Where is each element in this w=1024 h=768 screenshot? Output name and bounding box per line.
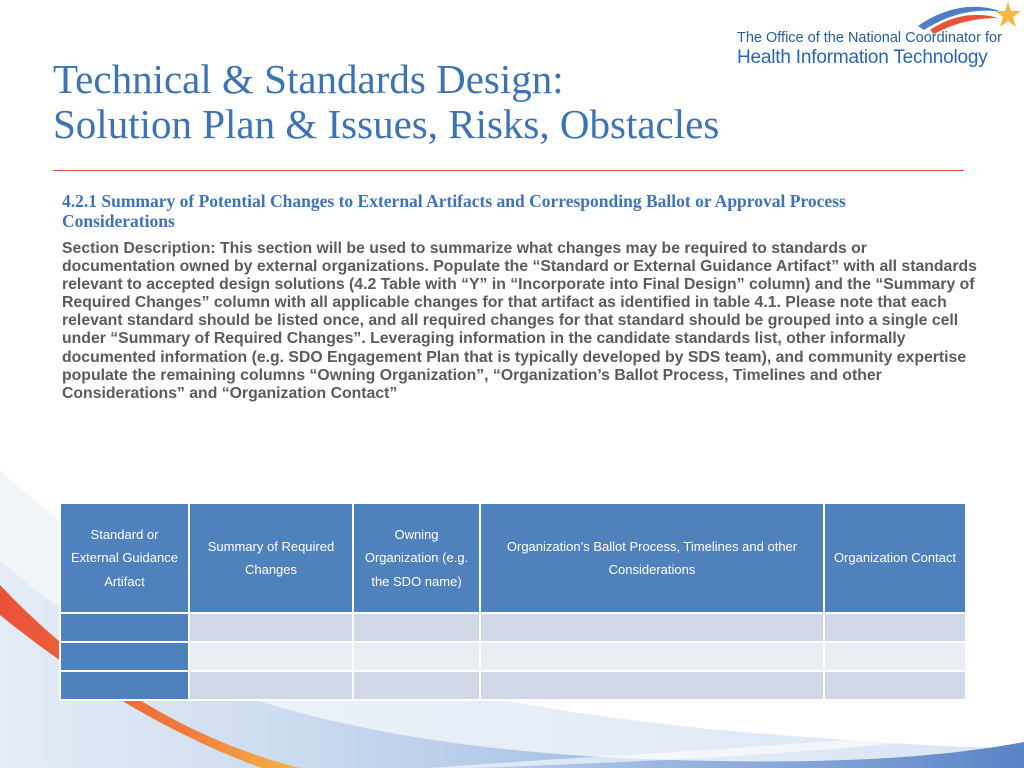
table-cell: [189, 642, 353, 671]
table-cell: [60, 671, 189, 700]
table-cell: [60, 642, 189, 671]
table-header-row: [60, 503, 966, 613]
logo-line-1: The Office of the National Coordinator for: [737, 30, 1002, 46]
header-standard-artifact: Standard or External Guidance Artifact: [60, 503, 189, 613]
header-ballot-process: Organization’s Ballot Process, Timelines and other Considerations: [480, 503, 824, 613]
table-cell: [480, 671, 824, 700]
table-cell: [353, 642, 480, 671]
table-cell: [824, 671, 966, 700]
table-cell: [480, 642, 824, 671]
external-artifacts-table: [59, 502, 967, 701]
table-cell: [353, 613, 480, 642]
table-row: [60, 642, 966, 671]
table-cell: [480, 613, 824, 642]
header-owning-organization: Owning Organization (e.g. the SDO name): [353, 503, 480, 613]
header-summary-changes: Summary of Required Changes: [189, 503, 353, 613]
section-heading: 4.2.1 Summary of Potential Changes to External Artifacts and Corresponding Ballot or Approval Process Considerations: [62, 191, 846, 231]
table-cell: [824, 613, 966, 642]
logo-line-2: Health Information Technology: [737, 47, 988, 68]
table-row: [60, 613, 966, 642]
section-description: Section Description: This section will be used to summarize what changes may be required to standards or documentation owned by external organizations. Populate the “Standard or External Guidance Artifact” with all standards relevant to accepted design solutions (4.2 Table with “Y” in “Incorporate into Final Design” column) and the “Summary of Required Changes” column with all applicable changes for that artifact as identified in table 4.1. Please note that each relevant standard should be listed once, and all required changes for that standard should be grouped into a single cell under “Summary of Required Changes”. Leveraging information in the candidate standards list, other informally documented information (e.g. SDO Engagement Plan that is typically developed by SDS team), and community expertise populate the remaining columns “Owning Organization”, “Organization’s Ballot Process, Timelines and other Considerations” and “Organization Contact”: [62, 240, 977, 402]
table-cell: [824, 642, 966, 671]
title-line-1: Technical & Standards Design:: [53, 56, 564, 102]
table-row: [60, 671, 966, 700]
table-cell: [353, 671, 480, 700]
title-line-2: Solution Plan & Issues, Risks, Obstacles: [53, 101, 720, 147]
slide-title: [53, 57, 933, 147]
table-cell: [189, 613, 353, 642]
header-organization-contact: Organization Contact: [824, 503, 966, 613]
table-cell: [189, 671, 353, 700]
table-cell: [60, 613, 189, 642]
title-divider: [53, 170, 964, 171]
